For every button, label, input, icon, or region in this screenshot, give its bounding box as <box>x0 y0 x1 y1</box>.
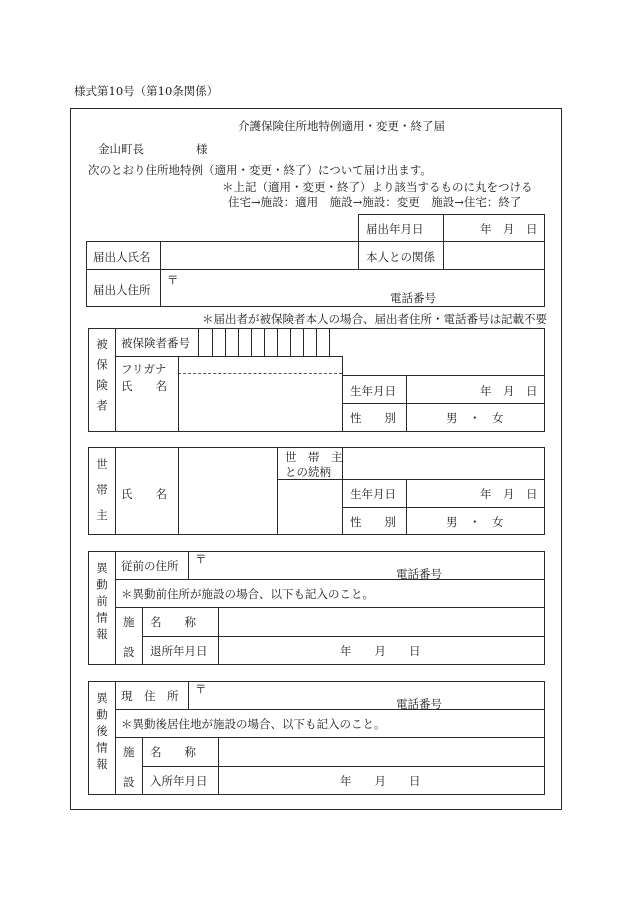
household-name-label: 氏 名 <box>121 487 167 501</box>
submitter-address-label: 届出人住所 <box>93 283 151 297</box>
household-relation-field[interactable] <box>281 483 339 531</box>
household-birth-field[interactable]: 年 月 日 <box>480 487 538 501</box>
submitter-postal-mark: 〒 <box>167 273 179 287</box>
before-move-section-label: 異動前情報 <box>95 562 109 645</box>
after-facility-name-label: 名 称 <box>150 745 196 759</box>
intro-text: 次のとおり住所地特例（適用・変更・終了）について届け出ます。 <box>88 163 432 177</box>
before-date-field[interactable]: 年 月 日 <box>340 644 421 658</box>
relation-field[interactable] <box>448 245 540 265</box>
after-date-field[interactable]: 年 月 日 <box>340 774 421 788</box>
before-facility-name-field[interactable] <box>222 611 540 633</box>
addressee: 金山町長 <box>98 142 144 156</box>
after-postal-mark: 〒 <box>195 682 207 696</box>
household-relation-label-2: との続柄 <box>285 465 331 479</box>
before-phone-label: 電話番号 <box>396 567 442 581</box>
after-address-label: 現 住 所 <box>121 689 179 703</box>
insured-furigana-label: フリガナ <box>121 362 167 376</box>
note-types: 住宅→施設：適用 施設→施設：変更 施設→住宅：終了 <box>228 195 522 209</box>
before-date-label: 退所年月日 <box>150 644 208 658</box>
submission-date-field[interactable]: 年 月 日 <box>480 222 538 236</box>
insured-name-field[interactable] <box>182 378 338 428</box>
household-sex-label: 性 別 <box>350 515 396 529</box>
insured-number-label: 被保険者番号 <box>121 336 190 350</box>
insured-birth-label: 生年月日 <box>350 384 396 398</box>
note-circle: ＊上記（適用・変更・終了）より該当するものに丸をつける <box>222 180 533 194</box>
before-postal-mark: 〒 <box>195 552 207 566</box>
household-name-field[interactable] <box>182 452 272 530</box>
insured-sex-options[interactable]: 男 ・ 女 <box>446 411 504 425</box>
household-relation-label-1: 世 帯 主 <box>285 450 343 464</box>
after-date-label: 入所年月日 <box>150 774 208 788</box>
before-facility-label-top: 施 <box>123 615 135 629</box>
after-facility-name-field[interactable] <box>222 741 540 763</box>
before-facility-label-bottom: 設 <box>123 645 135 659</box>
after-phone-label: 電話番号 <box>396 697 442 711</box>
submitter-phone-label: 電話番号 <box>390 291 436 305</box>
submission-date-label: 届出年月日 <box>366 222 424 236</box>
insured-sex-label: 性 別 <box>350 411 396 425</box>
household-sex-options[interactable]: 男 ・ 女 <box>446 515 504 529</box>
relation-label: 本人との関係 <box>366 250 435 264</box>
submitter-name-label: 届出人氏名 <box>93 250 151 264</box>
insured-name-label: 氏 名 <box>121 379 167 393</box>
form-title: 介護保険住所地特例適用・変更・終了届 <box>238 119 445 133</box>
household-birth-label: 生年月日 <box>350 487 396 501</box>
household-section-label: 世帯主 <box>95 458 109 535</box>
submitter-name-field[interactable] <box>172 245 352 265</box>
honorific: 様 <box>196 142 208 156</box>
form-number: 様式第10号（第10条関係） <box>74 84 219 98</box>
after-note: ＊異動後居住地が施設の場合、以下も記入のこと。 <box>121 717 386 731</box>
after-facility-label-bottom: 設 <box>123 775 135 789</box>
after-facility-label-top: 施 <box>123 745 135 759</box>
after-move-section-label: 異動後情報 <box>95 692 109 775</box>
insured-section-label: 被保険者 <box>95 338 109 420</box>
before-address-label: 従前の住所 <box>121 559 179 573</box>
before-facility-name-label: 名 称 <box>150 615 196 629</box>
insured-birth-field[interactable]: 年 月 日 <box>480 384 538 398</box>
before-note: ＊異動前住所が施設の場合、以下も記入のこと。 <box>121 587 374 601</box>
submitter-note: ＊届出者が被保険者本人の場合、届出者住所・電話番号は記載不要 <box>202 312 547 326</box>
